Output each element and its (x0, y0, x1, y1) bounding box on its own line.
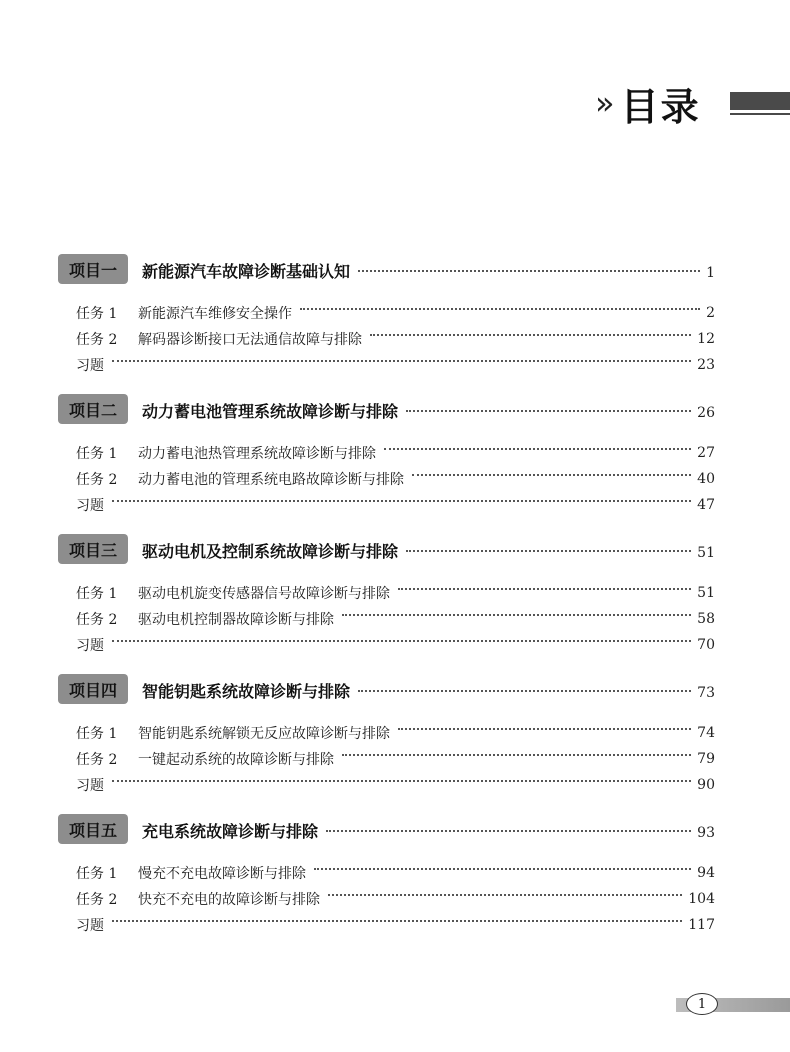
toc-task-entry[interactable] (76, 746, 715, 772)
project-title: 智能钥匙系统故障诊断与排除 (142, 681, 351, 701)
task-title: 一键起动系统的故障诊断与排除 (138, 752, 334, 768)
task-label: 任务 2 (76, 892, 118, 908)
toc-task-entry[interactable] (76, 860, 715, 886)
toc-header (595, 78, 701, 128)
task-label: 任务 2 (76, 752, 118, 768)
task-page-number: 27 (697, 445, 715, 461)
task-label: 习题 (76, 358, 104, 374)
toc-task-entry[interactable] (76, 580, 715, 606)
dot-leader (398, 578, 691, 590)
task-title: 解码器诊断接口无法通信故障与排除 (138, 332, 362, 348)
toc-task-entry[interactable] (76, 886, 715, 912)
task-label: 任务 1 (76, 726, 118, 742)
project-badge-label: 项目三 (68, 540, 117, 560)
toc-project-group (0, 392, 790, 518)
task-label: 任务 1 (76, 866, 118, 882)
project-badge-label: 项目二 (68, 400, 117, 420)
task-title: 智能钥匙系统解锁无反应故障诊断与排除 (138, 726, 390, 742)
project-badge (58, 394, 128, 424)
task-title: 快充不充电的故障诊断与排除 (138, 892, 320, 908)
task-label: 习题 (76, 498, 104, 514)
toc-project-group (0, 532, 790, 658)
toc-task-entry[interactable] (76, 466, 715, 492)
task-label: 任务 1 (76, 446, 118, 462)
task-page-number: 117 (688, 917, 715, 933)
toc-project-entry[interactable] (0, 812, 790, 848)
task-title: 动力蓄电池热管理系统故障诊断与排除 (138, 446, 376, 462)
toc-project-group (0, 672, 790, 798)
task-label: 任务 2 (76, 332, 118, 348)
task-page-number: 90 (697, 777, 715, 793)
dot-leader (342, 604, 691, 616)
task-label: 习题 (76, 918, 104, 934)
project-badge-label: 项目四 (68, 680, 117, 700)
project-row (142, 398, 715, 422)
task-title: 驱动电机控制器故障诊断与排除 (138, 612, 334, 628)
project-page-number: 93 (697, 825, 715, 841)
task-page-number: 70 (697, 637, 715, 653)
task-label: 任务 1 (76, 586, 118, 602)
task-page-number: 51 (697, 585, 715, 601)
header-decor-line (730, 113, 790, 115)
project-title: 动力蓄电池管理系统故障诊断与排除 (142, 401, 399, 421)
project-row (142, 538, 715, 562)
project-page-number: 51 (697, 545, 715, 561)
toc-task-entry[interactable] (76, 720, 715, 746)
project-badge (58, 534, 128, 564)
dot-leader (300, 298, 700, 310)
task-page-number: 47 (697, 497, 715, 513)
task-page-number: 94 (697, 865, 715, 881)
project-row (142, 258, 715, 282)
toc-project-entry[interactable] (0, 672, 790, 708)
task-label: 任务 2 (76, 612, 118, 628)
project-title: 充电系统故障诊断与排除 (142, 821, 319, 841)
project-page-number: 73 (697, 685, 715, 701)
toc-task-entry[interactable] (76, 300, 715, 326)
dot-leader (112, 490, 691, 502)
dot-leader (406, 538, 691, 552)
project-badge (58, 674, 128, 704)
dot-leader (112, 770, 691, 782)
toc-project-entry[interactable] (0, 252, 790, 288)
task-title: 慢充不充电故障诊断与排除 (138, 866, 306, 882)
task-label: 任务 1 (76, 306, 118, 322)
task-title: 新能源汽车维修安全操作 (138, 306, 292, 322)
toc-task-entry[interactable] (76, 492, 715, 518)
dot-leader (412, 464, 691, 476)
dot-leader (326, 818, 691, 832)
dot-leader (370, 324, 691, 336)
task-page-number: 12 (697, 331, 715, 347)
project-badge-label: 项目五 (68, 820, 117, 840)
task-title: 动力蓄电池的管理系统电路故障诊断与排除 (138, 472, 404, 488)
toc-task-entry[interactable] (76, 912, 715, 938)
toc-project-group (0, 812, 790, 938)
toc-project-entry[interactable] (0, 392, 790, 428)
project-badge (58, 814, 128, 844)
dot-leader (358, 678, 691, 692)
header-decor-bar (730, 92, 790, 110)
task-page-number: 2 (706, 305, 715, 321)
dot-leader (112, 910, 682, 922)
toc-project-group (0, 252, 790, 378)
project-row (142, 818, 715, 842)
table-of-contents (0, 252, 790, 952)
toc-task-entry[interactable] (76, 632, 715, 658)
dot-leader (398, 718, 691, 730)
toc-task-entry[interactable] (76, 772, 715, 798)
dot-leader (112, 350, 691, 362)
project-badge (58, 254, 128, 284)
task-page-number: 79 (697, 751, 715, 767)
dot-leader (314, 858, 691, 870)
double-chevron-icon: » (595, 84, 609, 122)
project-badge-label: 项目一 (68, 260, 117, 280)
project-row (142, 678, 715, 702)
task-page-number: 40 (697, 471, 715, 487)
task-page-number: 23 (697, 357, 715, 373)
page-title: 目录 (620, 84, 701, 129)
dot-leader (384, 438, 691, 450)
dot-leader (112, 630, 691, 642)
task-page-number: 74 (697, 725, 715, 741)
task-page-number: 58 (697, 611, 715, 627)
toc-project-entry[interactable] (0, 532, 790, 568)
task-label: 习题 (76, 638, 104, 654)
dot-leader (342, 744, 691, 756)
dot-leader (406, 398, 691, 412)
project-title: 驱动电机及控制系统故障诊断与排除 (142, 541, 399, 561)
toc-task-entry[interactable] (76, 326, 715, 352)
task-label: 任务 2 (76, 472, 118, 488)
project-page-number: 26 (697, 405, 715, 421)
dot-leader (358, 258, 700, 272)
toc-task-entry[interactable] (76, 606, 715, 632)
dot-leader (328, 884, 682, 896)
project-page-number: 1 (706, 265, 715, 281)
project-title: 新能源汽车故障诊断基础认知 (142, 261, 351, 281)
task-page-number: 104 (688, 891, 715, 907)
toc-task-entry[interactable] (76, 352, 715, 378)
toc-task-entry[interactable] (76, 440, 715, 466)
footer-page-number: 1 (686, 993, 718, 1015)
task-label: 习题 (76, 778, 104, 794)
task-title: 驱动电机旋变传感器信号故障诊断与排除 (138, 586, 390, 602)
